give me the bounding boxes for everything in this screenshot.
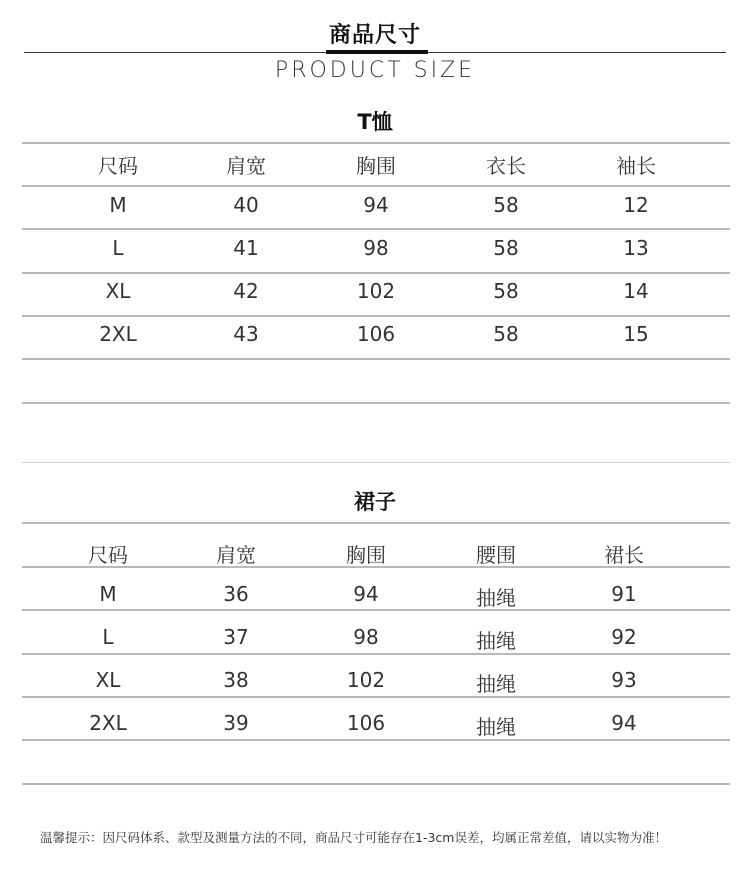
page-subtitle: PRODUCT SIZE xyxy=(274,58,476,83)
table-line xyxy=(22,272,730,274)
table-cell: 98 xyxy=(353,625,379,649)
table-cell: 37 xyxy=(223,625,249,649)
table-cell: L xyxy=(112,236,124,260)
table-line xyxy=(22,653,730,655)
table-cell: M xyxy=(99,582,117,606)
table-line xyxy=(22,522,730,524)
table-header-cell: 肩宽 xyxy=(216,543,256,567)
table-cell: 40 xyxy=(233,193,259,217)
table-line xyxy=(22,185,730,187)
table-line xyxy=(22,739,730,741)
table-cell: 14 xyxy=(623,279,649,303)
table-header-cell: 尺码 xyxy=(88,543,128,567)
table-cell: L xyxy=(102,625,114,649)
table-line xyxy=(22,402,730,404)
table-header-cell: 腰围 xyxy=(476,543,516,567)
table-cell: 抽绳 xyxy=(476,629,516,653)
table-cell: 41 xyxy=(233,236,259,260)
table-cell: 106 xyxy=(346,711,386,735)
table-line xyxy=(22,696,730,698)
table-header-cell: 裙长 xyxy=(604,543,644,567)
table-header-cell: 胸围 xyxy=(356,154,396,178)
table-cell: 58 xyxy=(493,236,519,260)
table-cell: M xyxy=(109,193,127,217)
table-cell: 2XL xyxy=(99,322,137,346)
table-header-cell: 衣长 xyxy=(486,154,526,178)
table-cell: 43 xyxy=(233,322,259,346)
table-cell: 92 xyxy=(611,625,637,649)
table-header-cell: 袖长 xyxy=(616,154,656,178)
table-cell: XL xyxy=(95,668,121,692)
table-cell: 36 xyxy=(223,582,249,606)
table-cell: 94 xyxy=(611,711,637,735)
table-cell: 106 xyxy=(356,322,396,346)
table-line xyxy=(22,228,730,230)
table-cell: 13 xyxy=(623,236,649,260)
table-header-cell: 尺码 xyxy=(98,154,138,178)
table-line xyxy=(22,142,730,144)
table-cell: 12 xyxy=(623,193,649,217)
table-line xyxy=(22,358,730,360)
table-cell: 94 xyxy=(353,582,379,606)
table-cell: 102 xyxy=(356,279,396,303)
table-cell: 98 xyxy=(363,236,389,260)
table-cell: 抽绳 xyxy=(476,715,516,739)
table-cell: 抽绳 xyxy=(476,672,516,696)
table-header-cell: 胸围 xyxy=(346,543,386,567)
table-cell: 58 xyxy=(493,279,519,303)
table-cell: 抽绳 xyxy=(476,586,516,610)
table-line xyxy=(22,609,730,611)
table-cell: 15 xyxy=(623,322,649,346)
size-tip-note: 温馨提示：因尺码体系、款型及测量方法的不同，商品尺寸可能存在1-3cm误差，均属正常差值，请以实物为准！ xyxy=(40,830,667,845)
table-header-cell: 肩宽 xyxy=(226,154,266,178)
table-cell: 102 xyxy=(346,668,386,692)
table-line xyxy=(22,783,730,785)
table-cell: 2XL xyxy=(89,711,127,735)
table-cell: 58 xyxy=(493,322,519,346)
page-title: 商品尺寸 xyxy=(328,23,421,48)
section-divider xyxy=(22,462,730,463)
table-cell: 93 xyxy=(611,668,637,692)
table-cell: 39 xyxy=(223,711,249,735)
table-cell: 94 xyxy=(363,193,389,217)
table-line xyxy=(22,315,730,317)
table-cell: 42 xyxy=(233,279,259,303)
skirt-section-title: 裙子 xyxy=(354,490,396,514)
table-cell: XL xyxy=(105,279,131,303)
title-underline xyxy=(326,50,428,54)
table-cell: 58 xyxy=(493,193,519,217)
tshirt-section-title: T恤 xyxy=(357,110,393,134)
table-cell: 38 xyxy=(223,668,249,692)
table-cell: 91 xyxy=(611,582,637,606)
